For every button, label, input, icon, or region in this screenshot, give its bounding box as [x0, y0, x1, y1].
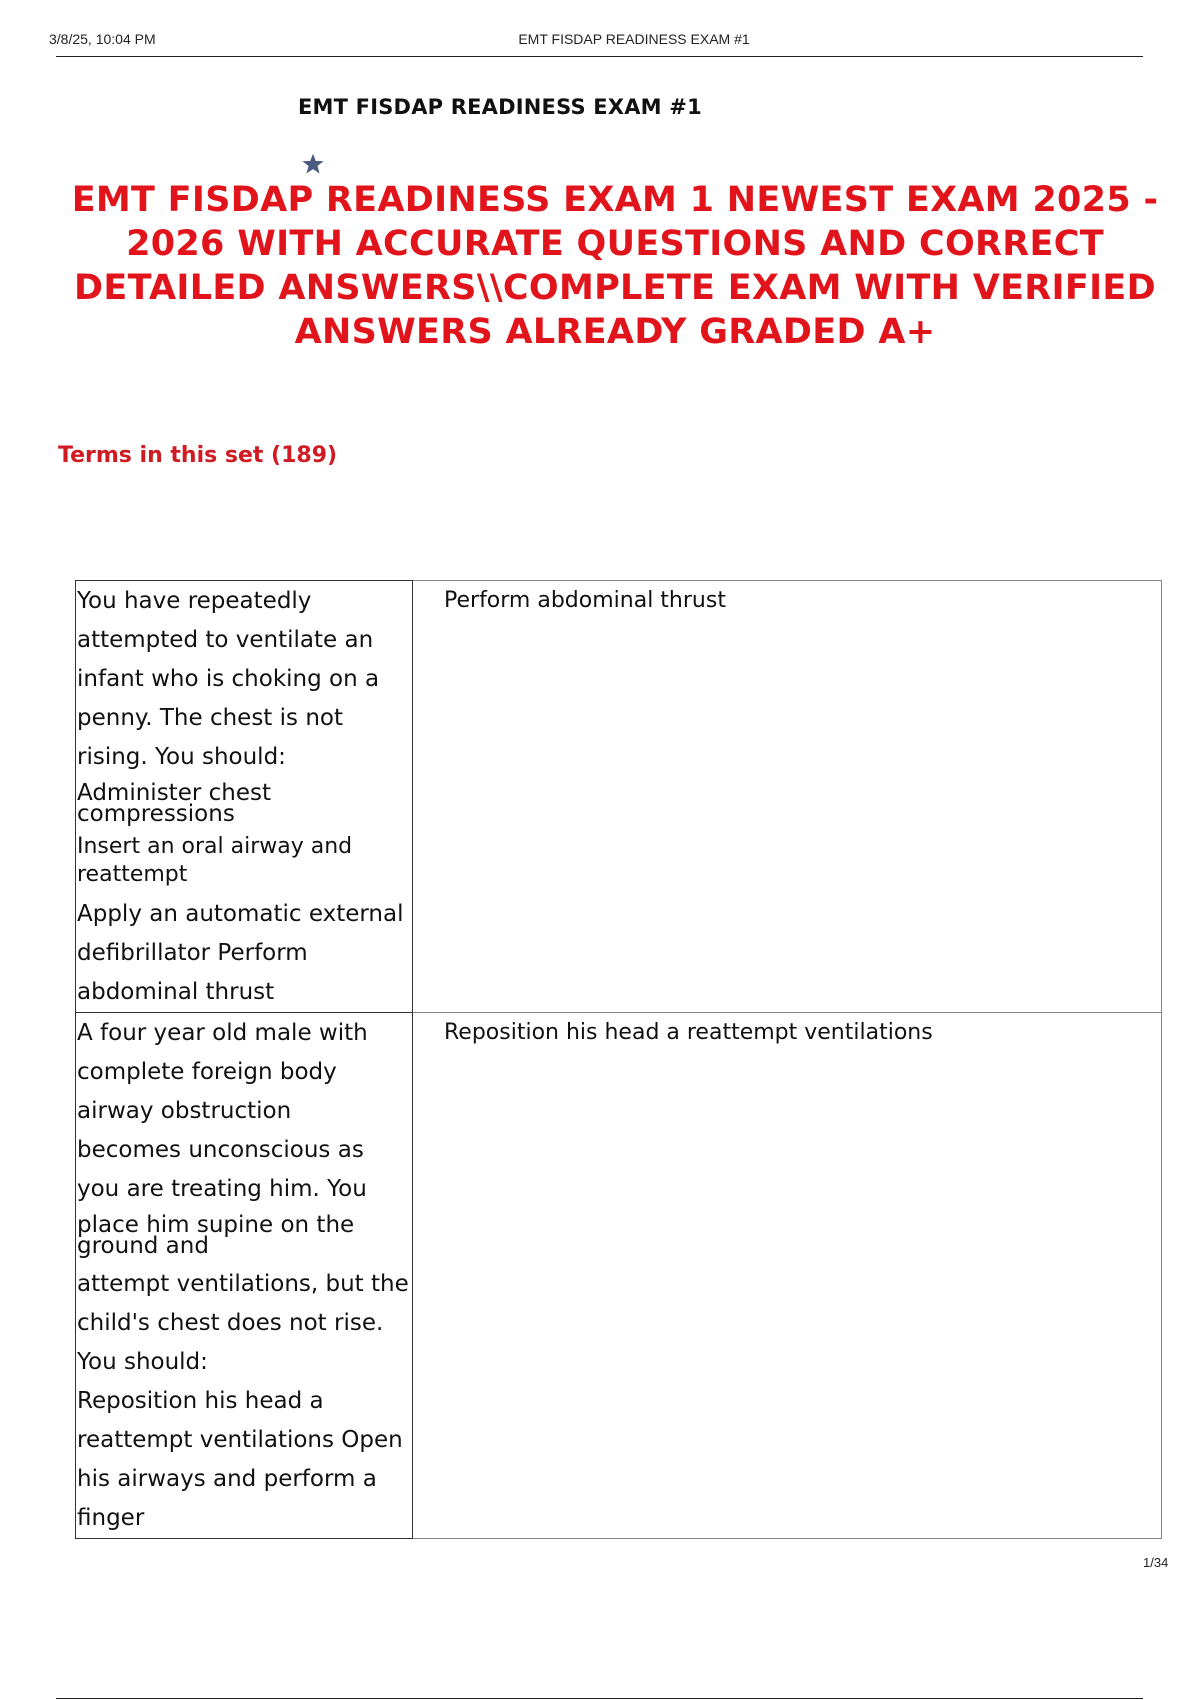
headline-line: ANSWERS ALREADY GRADED A+	[294, 312, 936, 352]
headline-line: 2026 WITH ACCURATE QUESTIONS AND CORRECT	[126, 224, 1104, 264]
header-doc-name: EMT FISDAP READINESS EXAM #1	[518, 31, 750, 47]
term-line: infant who is choking on a	[77, 666, 380, 692]
term-line: becomes unconscious as	[77, 1137, 364, 1163]
term-cell	[76, 581, 413, 1013]
term-line: place him supine on the ground and	[77, 1212, 355, 1259]
table-row	[76, 1013, 1162, 1539]
definition-text: Perform abdominal thrust	[444, 588, 726, 613]
definition-text: Reposition his head a reattempt ventilations	[444, 1020, 933, 1045]
definition-cell	[413, 581, 1162, 1013]
star-icon[interactable]	[300, 151, 326, 177]
term-line: defibrillator Perform	[77, 940, 308, 966]
flashcard-table	[75, 580, 1162, 1539]
term-line: attempt ventilations, but the	[77, 1271, 409, 1297]
page-number: 1/34	[1143, 1555, 1169, 1570]
term-line: Administer chest compressions	[77, 780, 271, 827]
term-line: penny. The chest is not	[77, 705, 343, 731]
header-divider	[56, 56, 1143, 57]
term-line: You have repeatedly	[77, 588, 312, 614]
term-line: Apply an automatic external	[77, 901, 404, 927]
definition-cell	[413, 1013, 1162, 1539]
term-line: reattempt ventilations Open	[77, 1427, 403, 1453]
headline	[30, 178, 1200, 354]
headline-line: DETAILED ANSWERS\\COMPLETE EXAM WITH VERIFIED	[74, 268, 1156, 308]
term-cell	[76, 1013, 413, 1539]
footer-divider	[56, 1698, 1143, 1699]
term-line: airway obstruction	[77, 1098, 292, 1124]
page-title: EMT FISDAP READINESS EXAM #1	[298, 95, 702, 119]
term-line: rising. You should:	[77, 744, 286, 770]
term-line: Reposition his head a	[77, 1388, 324, 1414]
term-line: attempted to ventilate an	[77, 627, 374, 653]
term-line: his airways and perform a	[77, 1466, 377, 1492]
headline-line: EMT FISDAP READINESS EXAM 1 NEWEST EXAM 2025 -	[71, 180, 1159, 220]
term-line: You should:	[77, 1349, 208, 1375]
term-line: you are treating him. You	[77, 1176, 367, 1202]
term-line: abdominal thrust	[77, 979, 275, 1005]
term-line: Insert an oral airway and reattempt	[77, 834, 353, 887]
terms-count-label: Terms in this set (189)	[58, 443, 338, 468]
term-line: child's chest does not rise.	[77, 1310, 384, 1336]
header-datetime: 3/8/25, 10:04 PM	[49, 31, 156, 47]
term-line: finger	[77, 1505, 145, 1531]
term-line: A four year old male with	[77, 1020, 368, 1046]
term-line: complete foreign body	[77, 1059, 337, 1085]
table-row	[76, 581, 1162, 1013]
